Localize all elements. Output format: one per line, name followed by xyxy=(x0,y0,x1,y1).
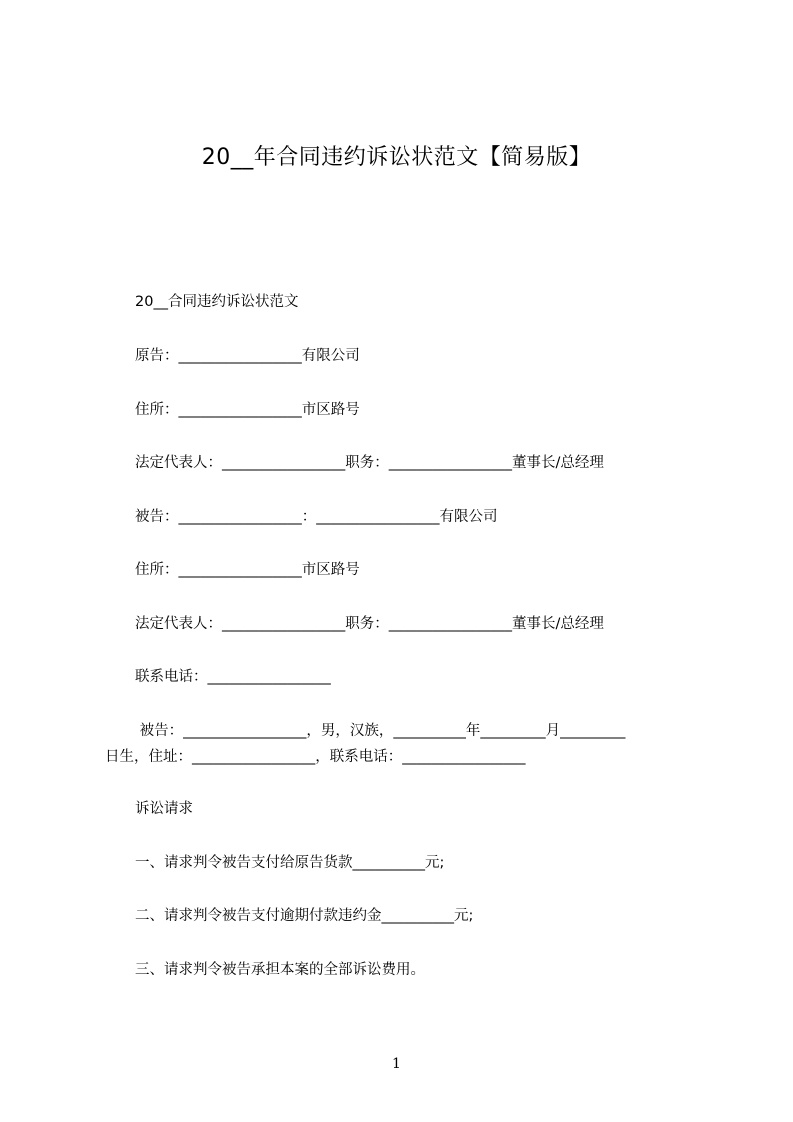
individual-defendant-line: 被告：_________________，男，汉族，__________年_________月_________ xyxy=(135,723,626,739)
claims-heading: 诉讼请求 xyxy=(135,801,193,817)
page-number: 1 xyxy=(392,1056,401,1072)
plaintiff-line: 原告：_________________有限公司 xyxy=(135,348,360,364)
defendant-address-line: 住所：_________________市区路号 xyxy=(135,562,360,578)
individual-defendant-line-continued: 日生，住址：_________________，联系电话：_________________ xyxy=(105,749,526,765)
claim-item-3: 三、请求判令被告承担本案的全部诉讼费用。 xyxy=(135,962,425,978)
document-title: 20__年合同违约诉讼状范文【简易版】 xyxy=(201,145,592,170)
plaintiff-representative-line: 法定代表人：_________________职务：_________________董事长/总经理 xyxy=(135,455,604,471)
section-heading: 20__合同违约诉讼状范文 xyxy=(135,294,299,310)
claim-item-2: 二、请求判令被告支付逾期付款违约金__________元; xyxy=(135,908,474,924)
defendant-representative-line: 法定代表人：_________________职务：_________________董事长/总经理 xyxy=(135,616,604,632)
plaintiff-address-line: 住所：_________________市区路号 xyxy=(135,402,360,418)
contact-phone-line: 联系电话：_________________ xyxy=(135,669,331,685)
defendant-line: 被告：_________________：_________________有限公司 xyxy=(135,509,498,525)
claim-item-1: 一、请求判令被告支付给原告货款__________元; xyxy=(135,855,445,871)
